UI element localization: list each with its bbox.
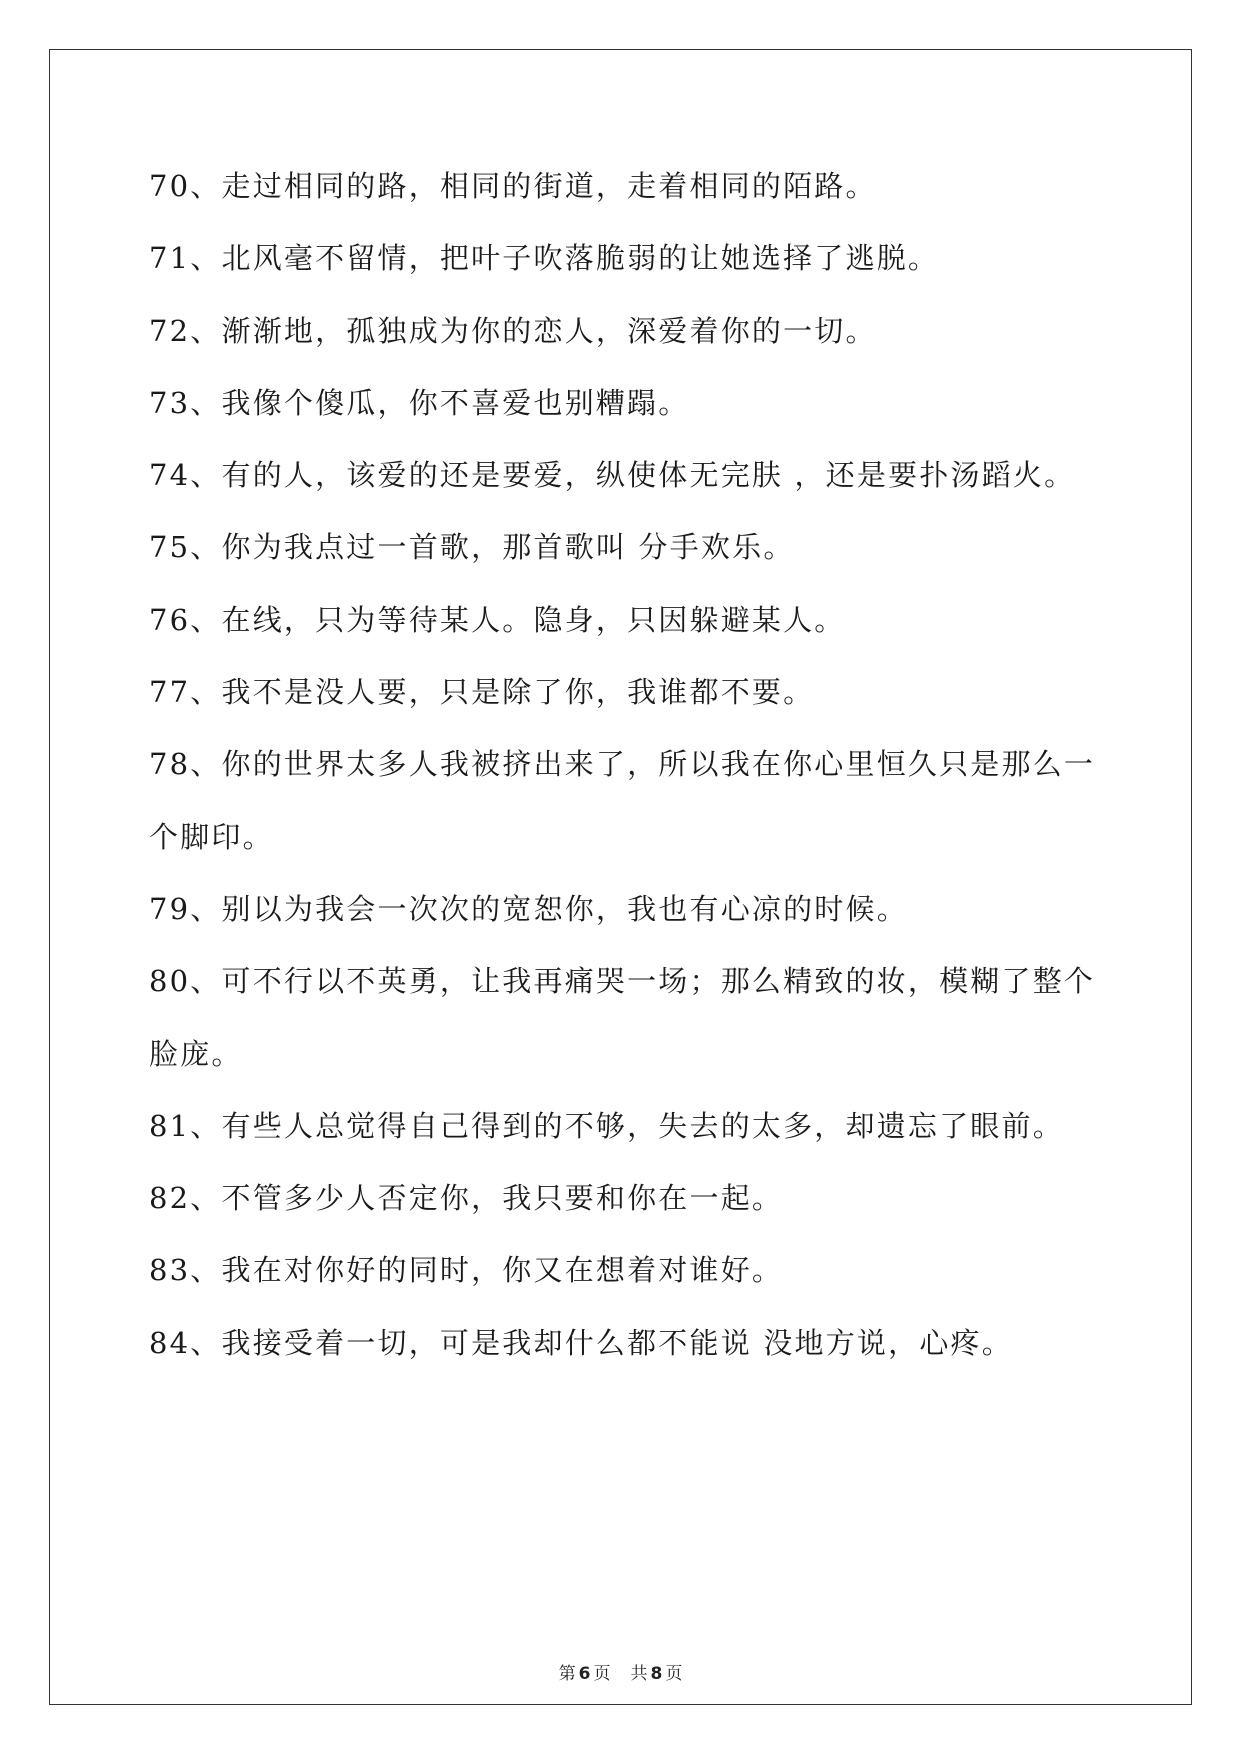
page-total: 8 [650, 1664, 663, 1684]
text-line: 80、可不行以不英勇，让我再痛哭一场；那么精致的妆，模糊了整个 [149, 964, 1096, 999]
text-line: 71、北风毫不留情，把叶子吹落脆弱的让她选择了逃脱。 [149, 241, 940, 276]
text-line: 77、我不是没人要，只是除了你，我谁都不要。 [149, 675, 815, 710]
document-body [149, 163, 1096, 1392]
text-line: 75、你为我点过一首歌，那首歌叫 分手欢乐。 [149, 530, 795, 565]
text-line: 74、有的人，该爱的还是要爱，纵使体无完肤 ，还是要扑汤蹈火。 [149, 458, 1076, 493]
text-line: 70、走过相同的路，相同的街道，走着相同的陌路。 [149, 169, 877, 203]
text-line: 81、有些人总觉得自己得到的不够，失去的太多，却遗忘了眼前。 [149, 1108, 1064, 1143]
text-line: 72、渐渐地，孤独成为你的恋人，深爱着你的一切。 [149, 313, 877, 348]
page-footer [0, 1662, 1241, 1686]
text-line: 83、我在对你好的同时，你又在想着对谁好。 [149, 1253, 784, 1288]
text-line: 73、我像个傻瓜，你不喜爱也别糟蹋。 [149, 385, 690, 420]
text-line: 个脚印。 [149, 819, 274, 854]
text-line: 82、不管多少人否定你，我只要和你在一起。 [149, 1181, 784, 1216]
text-line: 76、在线，只为等待某人。隐身，只因躲避某人。 [149, 602, 846, 637]
text-line: 84、我接受着一切，可是我却什么都不能说 没地方说，心疼。 [149, 1325, 1013, 1360]
text-line: 79、别以为我会一次次的宽恕你，我也有心凉的时候。 [149, 891, 908, 926]
total-prefix: 共 [630, 1664, 648, 1684]
page-suffix: 页 [593, 1664, 611, 1684]
page-prefix: 第 [558, 1664, 576, 1684]
text-line: 脸庞。 [149, 1036, 243, 1071]
text-line: 78、你的世界太多人我被挤出来了，所以我在你心里恒久只是那么一 [149, 747, 1096, 782]
total-suffix: 页 [665, 1664, 683, 1684]
page-number: 6 [578, 1664, 591, 1684]
